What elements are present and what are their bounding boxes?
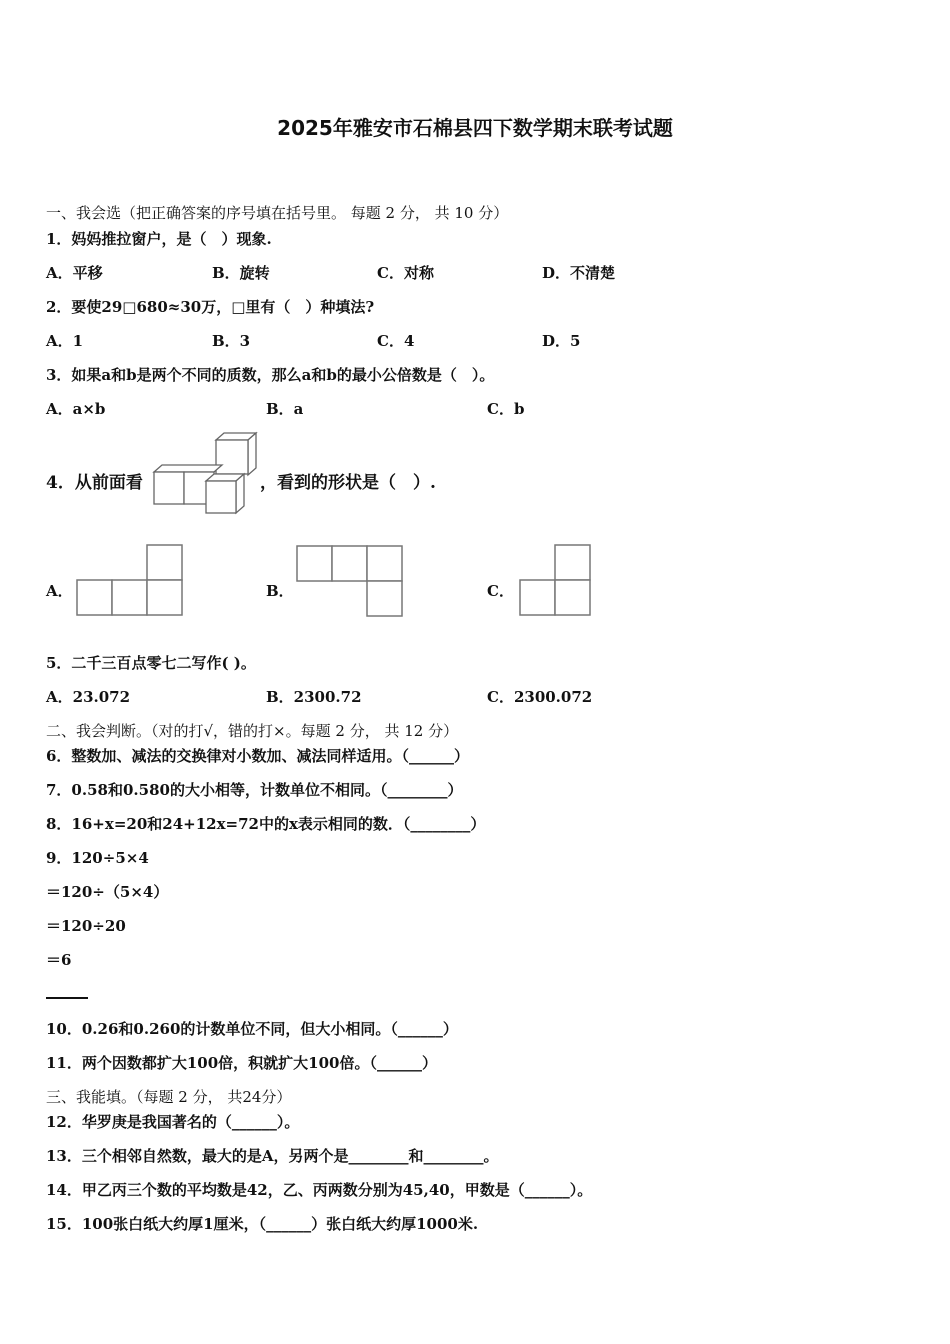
q2-option-b: B．3 xyxy=(212,332,251,350)
q2-option-d: D．5 xyxy=(542,332,581,350)
section2-heading: 二、我会判断。（对的打√，错的打×。每题 2 分， 共 12 分） xyxy=(46,722,459,740)
q15-stem: 15．100张白纸大约厚1厘米，（______）张白纸大约厚1000米. xyxy=(46,1215,479,1233)
q2-stem: 2．要使29□680≈30万，□里有（ ）种填法? xyxy=(46,298,375,316)
section3-heading: 三、我能填。（每题 2 分， 共24分） xyxy=(46,1088,292,1106)
q4-stem-after: ，看到的形状是（ ）. xyxy=(260,473,436,493)
q1-option-a: A．平移 xyxy=(46,264,103,282)
q9-line-4: ＝6 xyxy=(46,951,72,969)
q5-stem: 5．二千三百点零七二写作( )。 xyxy=(46,654,256,672)
q1-stem: 1．妈妈推拉窗户，是（ ）现象. xyxy=(46,230,272,248)
q3-option-a: A．a×b xyxy=(46,400,106,418)
q1-option-c: C．对称 xyxy=(377,264,434,282)
q12-stem: 12．华罗庚是我国著名的（______）。 xyxy=(46,1113,300,1131)
q4-option-a: A． xyxy=(46,582,73,600)
q9-line-2: ＝120÷（5×4） xyxy=(46,883,169,901)
q9-line-1: 9．120÷5×4 xyxy=(46,849,149,867)
q5-option-a: A．23.072 xyxy=(46,688,131,706)
q8-stem: 8．16+x=20和24+12x=72中的x表示相同的数．（________） xyxy=(46,815,486,833)
page-title: 2025年雅安市石棉县四下数学期末联考试题 xyxy=(277,116,673,140)
q13-stem: 13．三个相邻自然数，最大的是A，另两个是________和________。 xyxy=(46,1147,499,1165)
q6-stem: 6．整数加、减法的交换律对小数加、减法同样适用。（______） xyxy=(46,747,469,765)
q4-cube-figure xyxy=(150,430,262,518)
q2-option-c: C．4 xyxy=(377,332,415,350)
q11-stem: 11．两个因数都扩大100倍，积就扩大100倍。（______） xyxy=(46,1054,437,1072)
q9-answer-blank xyxy=(46,997,88,999)
section1-heading: 一、我会选（把正确答案的序号填在括号里。 每题 2 分， 共 10 分） xyxy=(46,204,509,222)
q1-option-b: B．旋转 xyxy=(212,264,270,282)
q4-option-c: C． xyxy=(487,582,514,600)
q9-line-3: ＝120÷20 xyxy=(46,917,126,935)
q1-option-d: D．不清楚 xyxy=(542,264,616,282)
q3-option-c: C．b xyxy=(487,400,525,418)
q7-stem: 7．0.58和0.580的大小相等，计数单位不相同。（________） xyxy=(46,781,463,799)
q14-stem: 14．甲乙丙三个数的平均数是42，乙、丙两数分别为45,40，甲数是（______）。 xyxy=(46,1181,593,1199)
q4-option-b: B． xyxy=(266,582,294,600)
q3-option-b: B．a xyxy=(266,400,304,418)
q2-option-a: A．1 xyxy=(46,332,84,350)
q4-option-a-shape xyxy=(76,543,184,617)
q4-stem-before: 4．从前面看 xyxy=(46,473,143,493)
q3-stem: 3．如果a和b是两个不同的质数，那么a和b的最小公倍数是（ ）。 xyxy=(46,366,495,384)
q5-option-c: C．2300.072 xyxy=(487,688,593,706)
q4-option-c-shape xyxy=(518,543,592,617)
q4-option-b-shape xyxy=(296,544,404,618)
q5-option-b: B．2300.72 xyxy=(266,688,362,706)
q10-stem: 10．0.26和0.260的计数单位不同，但大小相同。（______） xyxy=(46,1020,458,1038)
